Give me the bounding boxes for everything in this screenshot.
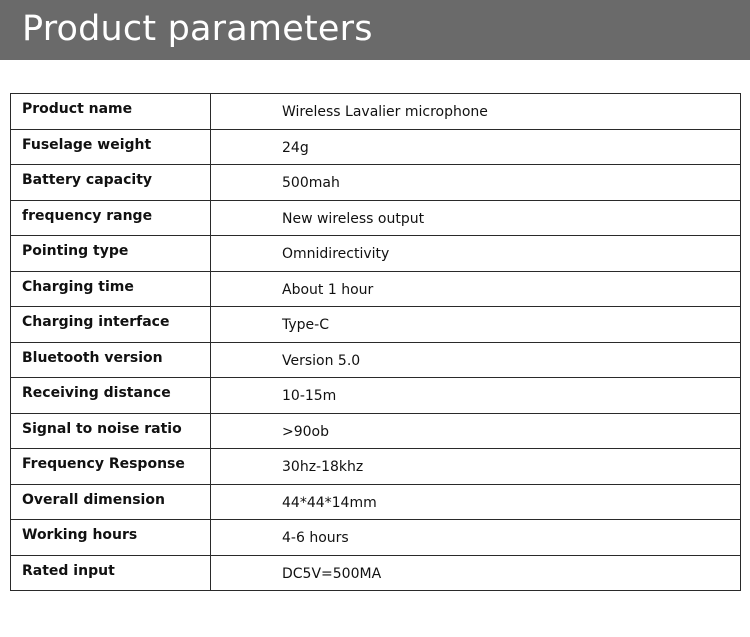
spec-value: 44*44*14mm xyxy=(211,484,741,520)
spec-value: DC5V=500MA xyxy=(211,555,741,591)
spec-row-frequency-response xyxy=(11,449,741,485)
spec-value: >90ob xyxy=(211,413,741,449)
spec-value: Omnidirectivity xyxy=(211,236,741,272)
spec-value: 4-6 hours xyxy=(211,520,741,556)
spec-value: Type-C xyxy=(211,307,741,343)
spec-row-receiving-distance xyxy=(11,378,741,414)
spec-row-working-hours xyxy=(11,520,741,556)
spec-label: Charging interface xyxy=(11,307,211,343)
spec-row-battery-capacity xyxy=(11,165,741,201)
spec-label: Receiving distance xyxy=(11,378,211,414)
spec-row-frequency-range xyxy=(11,200,741,236)
spec-label: frequency range xyxy=(11,200,211,236)
spec-value: New wireless output xyxy=(211,200,741,236)
spec-row-fuselage-weight xyxy=(11,129,741,165)
spec-label: Product name xyxy=(11,94,211,130)
spec-value: 30hz-18khz xyxy=(211,449,741,485)
spec-label: Charging time xyxy=(11,271,211,307)
page-title: Product parameters xyxy=(22,9,373,49)
spec-label: Frequency Response xyxy=(11,449,211,485)
spec-row-bluetooth-version xyxy=(11,342,741,378)
spec-label: Working hours xyxy=(11,520,211,556)
spec-label: Rated input xyxy=(11,555,211,591)
spec-label: Pointing type xyxy=(11,236,211,272)
spec-row-charging-interface xyxy=(11,307,741,343)
spec-value: Wireless Lavalier microphone xyxy=(211,94,741,130)
spec-label: Signal to noise ratio xyxy=(11,413,211,449)
spec-row-signal-to-noise xyxy=(11,413,741,449)
spec-row-product-name xyxy=(11,94,741,130)
spec-row-pointing-type xyxy=(11,236,741,272)
header-banner xyxy=(0,0,750,60)
spec-table xyxy=(10,93,741,591)
spec-row-overall-dimension xyxy=(11,484,741,520)
spec-value: Version 5.0 xyxy=(211,342,741,378)
spec-row-charging-time xyxy=(11,271,741,307)
spec-label: Fuselage weight xyxy=(11,129,211,165)
spec-row-rated-input xyxy=(11,555,741,591)
spec-label: Battery capacity xyxy=(11,165,211,201)
spec-value: 24g xyxy=(211,129,741,165)
spec-value: About 1 hour xyxy=(211,271,741,307)
spec-value: 10-15m xyxy=(211,378,741,414)
spec-label: Overall dimension xyxy=(11,484,211,520)
spec-label: Bluetooth version xyxy=(11,342,211,378)
spec-value: 500mah xyxy=(211,165,741,201)
